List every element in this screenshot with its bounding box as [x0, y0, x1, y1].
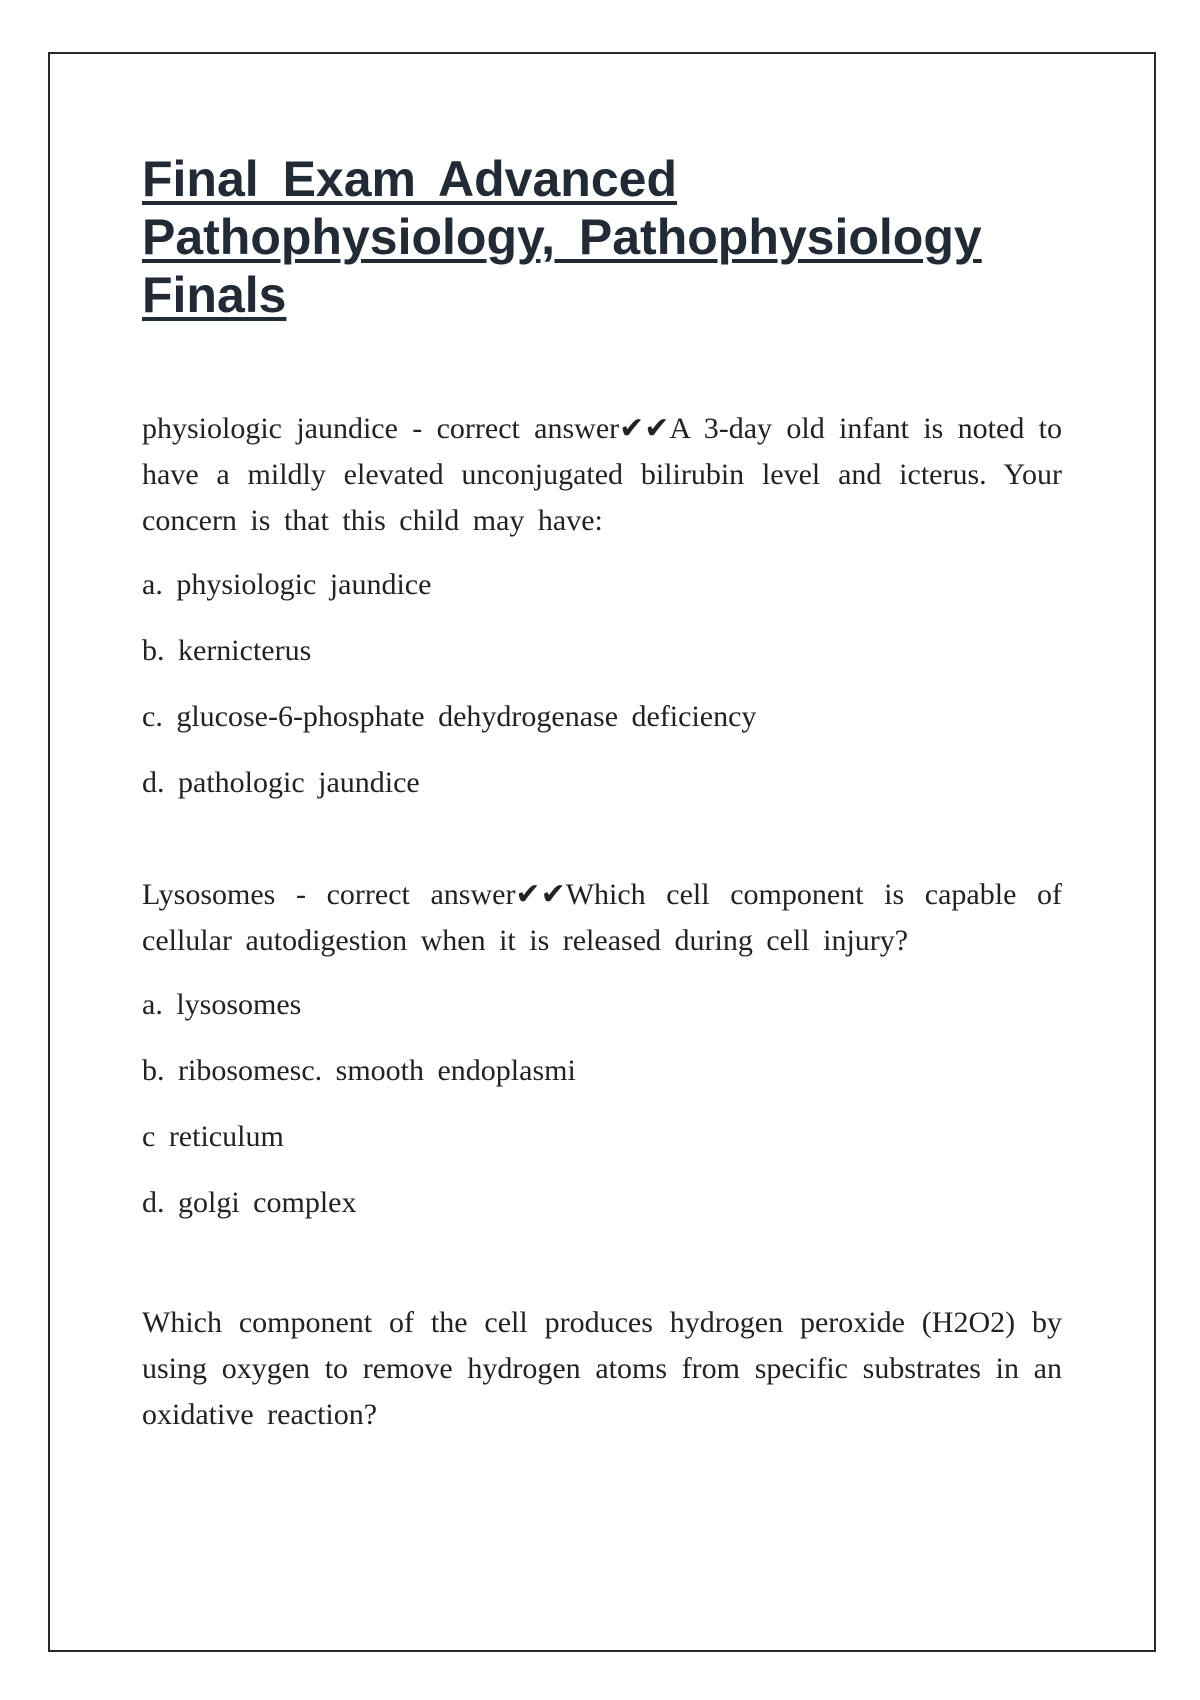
- answer-option-d: d. pathologic jaundice: [142, 766, 420, 799]
- document-title: Final Exam Advanced Pathophysiology, Pathophysiology Finals: [142, 151, 982, 323]
- answer-option-b: b. kernicterus: [142, 634, 312, 667]
- question-block-3: [142, 1300, 1062, 1438]
- question-text: physiologic jaundice - correct answer✔✔A 3-day old infant is noted to have a mildly elevated unconjugated bilirubin level and icterus. Your concern is that this child may have:: [142, 412, 1062, 537]
- answer-option-c: c reticulum: [142, 1120, 284, 1153]
- answer-option-d: d. golgi complex: [142, 1186, 357, 1219]
- document-content: [142, 150, 1062, 1438]
- answer-option-b: b. ribosomesc. smooth endoplasmi: [142, 1054, 576, 1087]
- answer-option-a: a. physiologic jaundice: [142, 568, 432, 601]
- question-block-2: [142, 872, 1062, 1222]
- answer-option-c: c. glucose-6-phosphate dehydrogenase deficiency: [142, 700, 757, 733]
- question-block-1: [142, 406, 1062, 802]
- question-text: Which component of the cell produces hydrogen peroxide (H2O2) by using oxygen to remove hydrogen atoms from specific substrates in an oxidative reaction?: [142, 1306, 1062, 1431]
- answer-option-a: a. lysosomes: [142, 988, 302, 1021]
- question-text: Lysosomes - correct answer✔✔Which cell component is capable of cellular autodigestion when it is released during cell injury?: [142, 878, 1062, 957]
